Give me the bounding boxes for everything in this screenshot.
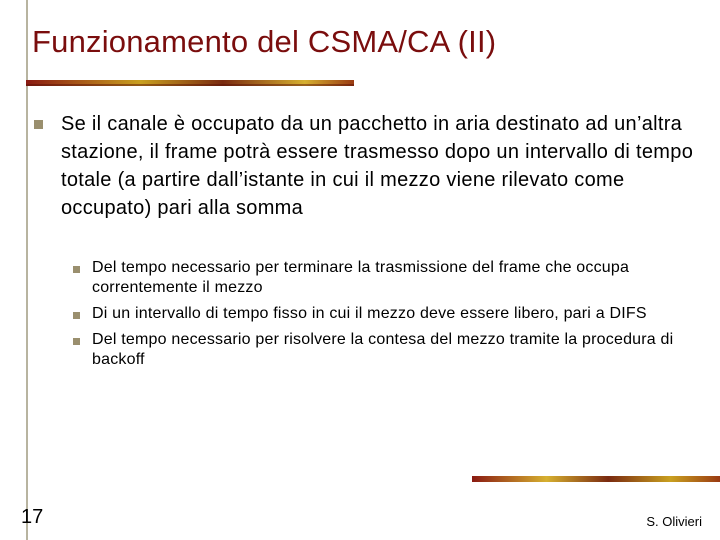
sub-bullet-item (70, 258, 710, 298)
sub-bullet-text: Del tempo necessario per risolvere la contesa del mezzo tramite la procedura di backoff (92, 331, 674, 368)
square-bullet-icon (73, 266, 80, 273)
square-bullet-icon (34, 120, 43, 129)
title-underline-shadow (26, 84, 354, 86)
sub-bullet-text: Del tempo necessario per terminare la trasmissione del frame che occupa correntemente il mezzo (92, 259, 630, 296)
sub-bullet-item (70, 330, 710, 370)
sub-bullet-item (70, 304, 710, 324)
slide-number: 17 (21, 506, 44, 528)
footer-author: S. Olivieri (646, 514, 702, 529)
slide-title: Funzionamento del CSMA/CA (II) (32, 24, 497, 59)
footer-accent-bar (472, 476, 720, 482)
square-bullet-icon (73, 312, 80, 319)
main-bullet-text: Se il canale è occupato da un pacchetto in aria destinato ad un’altra stazione, il frame potrà essere trasmesso dopo un intervallo di tempo totale (a partire dall’istante in cui il mezzo viene rilevato come occupato) pari alla somma (61, 113, 694, 219)
sub-bullet-list (70, 258, 710, 376)
square-bullet-icon (73, 338, 80, 345)
sub-bullet-text: Di un intervallo di tempo fisso in cui il mezzo deve essere libero, pari a DIFS (92, 305, 647, 322)
